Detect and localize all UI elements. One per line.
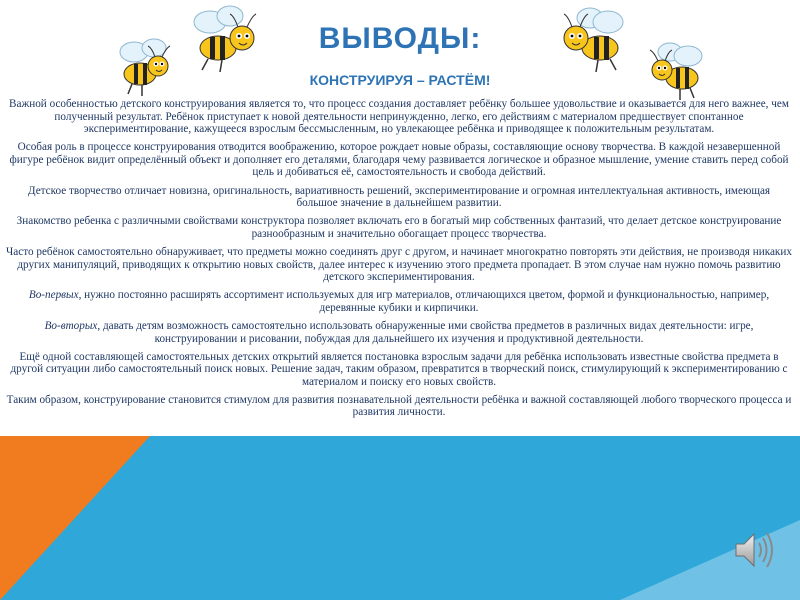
paragraph	[6, 246, 792, 284]
paragraph	[6, 320, 792, 345]
paragraph-text: Знакомство ребенка с различными свойствами конструктора позволяет включать его в богатый мир собственных фантазий, что делает детское конструирование разнообразным и значительно обогащает процесс творчества.	[16, 215, 782, 240]
paragraph	[6, 185, 792, 210]
paragraph-text: Детское творчество отличает новизна, оригинальность, вариативность решений, экспериментирование и огромная интеллектуальная активность, имеющая большое значение в дальнейшем развитии.	[27, 184, 771, 210]
paragraph	[6, 215, 792, 240]
paragraph-lead: Во-первых	[28, 289, 79, 302]
paragraph	[6, 289, 792, 314]
paragraph-text: Важной особенностью детского конструирования является то, что процесс создания доставляет ребёнку большее удовольствие и оказывается для него важнее, чем полученный результат. Ребёнок приступает к новой деятельности непринужденно, легко, его действиям с материалом предшествует спонтанное экспериментирование, кажущееся взрослым бессмысленным, но увлекающее ребёнка и приводящее к положительным результатам.	[9, 98, 789, 136]
paragraph-text: Часто ребёнок самостоятельно обнаруживает, что предметы можно соединять друг с другом, и начинает многократно повторять эти действия, не производя никаких других манипуляций, приводящих к открытию новых свойств, далее интерес к изучению этого предмета пропадает. В этом случае нам нужно помочь развитию детского экспериментирования.	[6, 245, 792, 284]
speaker-icon[interactable]	[732, 528, 778, 572]
paragraph-text: Таким образом, конструирование становится стимулом для развития познавательной деятельности ребёнка и важной составляющей любого творческого процесса и развития личности.	[6, 393, 792, 419]
paragraph-text: , давать детям возможность самостоятельно использовать обнаруженные ими свойства предметов в различных видах деятельности: игре, конструировании и рисовании, побуждая для дальнейшего их изучения и продуктивной деятельности.	[97, 319, 754, 345]
paragraph-lead: Во-вторых	[44, 319, 98, 332]
slide-subtitle: КОНСТРУИРУЯ – РАСТЁМ!	[309, 72, 491, 88]
paragraph	[6, 98, 792, 136]
paragraph-text: Ещё одной составляющей самостоятельных детских открытий является постановка взрослым задачи для ребёнка использовать известные свойства предмета в другой ситуации либо самостоятельный поиск новых. Решение задач, таким образом, превратится в творческий поиск, стимулирующий к экспериментированию с материалом и поиску его новых свойств.	[10, 350, 788, 388]
paragraph	[6, 141, 792, 179]
slide-body	[6, 98, 792, 425]
paragraph	[6, 394, 792, 419]
paragraph-text: Особая роль в процессе конструирования отводится воображению, которое рождает новые образы, составляющие основу творчества. В каждой незавершенной фигуре ребёнок видит определённый объект и дополняет его деталями, благодаря чему развивается логическое и образное мышление, умение ставить перед собой цель и добиваться её, самостоятельность и свобода действий.	[9, 141, 789, 179]
paragraph	[6, 351, 792, 389]
paragraph-text: , нужно постоянно расширять ассортимент используемых для игр материалов, отличающихся цветом, формой и функциональностью, например, деревянные кубики и кирпичики.	[78, 289, 770, 314]
slide-title: ВЫВОДЫ:	[318, 22, 482, 55]
background-orange-wedge	[0, 436, 150, 600]
